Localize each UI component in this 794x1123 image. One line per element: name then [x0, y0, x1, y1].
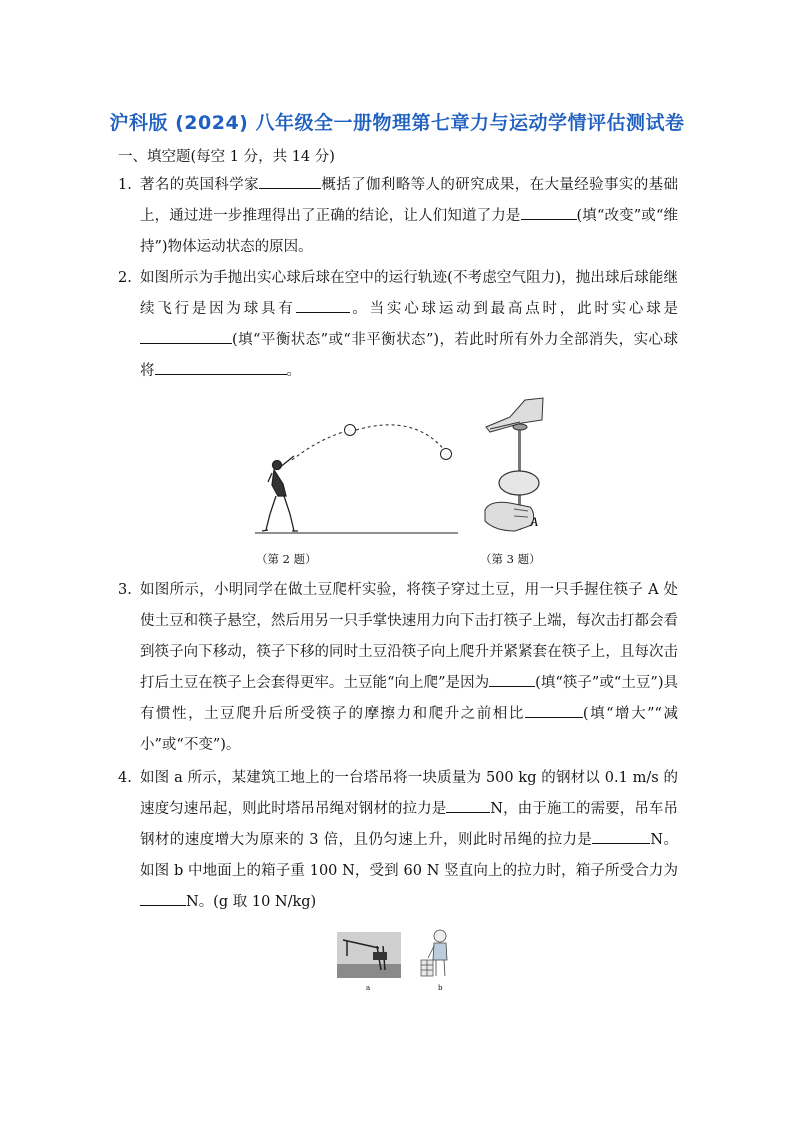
lower-hand-icon — [485, 502, 534, 531]
question-number: 4. — [118, 770, 132, 786]
text-segment: (填“改变”或“维持”)物体运动状态的原因。 — [140, 208, 678, 255]
text-segment: 如图所示，小明同学在做土豆爬杆实验，将筷子穿过土豆，用一只手握住筷子 A 处使土豆和筷子悬空，然后用另一只手掌快速用力向下击打筷子上端，每次击打都会看到筷子向下移动，筷子下移的同时土豆沿筷子向上爬升并紧紧套在筷子上，且每次击打后土豆在筷子上会套得更牢。土豆能“向上爬”是因为 — [140, 582, 678, 691]
thrower-figure-icon — [262, 456, 298, 531]
text-segment: N。(g 取 10 N/kg) — [186, 894, 317, 910]
question-text — [140, 575, 678, 761]
question-2 — [118, 263, 678, 387]
text-segment: (填“筷子”或“土豆”)具有惯性，土豆爬升后所受筷子的摩擦力和爬升之前相比 — [140, 675, 679, 722]
text-segment: (填“增大”“减小”或“不变”)。 — [140, 706, 678, 753]
trajectory-down — [356, 425, 446, 452]
text-segment: 。当实心球运动到最高点时，此时实心球是 — [349, 301, 679, 317]
section-heading: 一、填空题(每空 1 分，共 14 分) — [118, 149, 335, 165]
text-segment: 概括了伽利略等人的研究成果，在大量经验事实的基础上，通过进一步推理得出了正确的结论，让人们知道了力是 — [140, 177, 678, 224]
figure-a-caption: a — [366, 984, 371, 992]
figure-2-throw-trajectory — [250, 410, 465, 540]
text-segment: N。如图 b 中地面上的箱子重 100 N，受到 60 N 竖直向上的拉力时，箱子所受合力为 — [140, 832, 678, 879]
answer-blank[interactable] — [259, 173, 321, 189]
potato-icon — [499, 471, 539, 495]
figure-2-caption: （第 2 题） — [256, 552, 317, 566]
figure-b-caption: b — [438, 984, 443, 992]
figure-3-potato-chopstick — [470, 395, 580, 540]
chopstick-top — [513, 424, 527, 430]
answer-blank[interactable] — [140, 890, 186, 906]
question-number: 2. — [118, 270, 132, 286]
question-number: 1. — [118, 177, 132, 193]
label-a: A — [530, 514, 538, 529]
text-segment: N，由于施工的需要，吊车吊钢材的速度增大为原来的 3 倍，且仍匀速上升，则此时吊绳的拉力是 — [140, 801, 679, 848]
text-segment: 如图 a 所示，某建筑工地上的一台塔吊将一块质量为 500 kg 的钢材以 0.1 m/s 的速度匀速吊起，则此时塔吊吊绳对钢材的拉力是 — [140, 770, 678, 817]
question-1 — [118, 170, 678, 263]
text-segment: 著名的英国科学家 — [140, 177, 259, 193]
answer-blank[interactable] — [155, 359, 287, 375]
question-number: 3. — [118, 582, 132, 598]
ball-end-icon — [441, 449, 452, 460]
ball-top-icon — [345, 425, 356, 436]
text-segment: 如图所示为手抛出实心球后球在空中的运行轨迹(不考虑空气阻力)，抛出球后球能继续飞行是因为球具有 — [140, 270, 678, 317]
answer-blank[interactable] — [446, 797, 490, 813]
figure-b-person-box — [418, 928, 454, 980]
figure-3-caption: （第 3 题） — [480, 552, 541, 566]
question-text — [140, 170, 678, 263]
figure-a-crane-photo — [337, 932, 401, 978]
page-title: 沪科版 (2024) 八年级全一册物理第七章力与运动学情评估测试卷 — [109, 112, 685, 134]
text-segment: 。 — [286, 363, 301, 379]
trajectory-up — [292, 430, 350, 460]
question-text — [140, 763, 678, 918]
answer-blank[interactable] — [296, 297, 350, 313]
box-icon — [421, 960, 433, 976]
question-4 — [118, 763, 678, 918]
answer-blank[interactable] — [489, 671, 535, 687]
answer-blank[interactable] — [140, 328, 232, 344]
answer-blank[interactable] — [592, 828, 650, 844]
answer-blank[interactable] — [525, 702, 583, 718]
question-3 — [118, 575, 678, 761]
question-text — [140, 263, 678, 387]
text-segment: (填“平衡状态”或“非平衡状态”)，若此时所有外力全部消失，实心球将 — [140, 332, 678, 379]
answer-blank[interactable] — [521, 204, 577, 220]
